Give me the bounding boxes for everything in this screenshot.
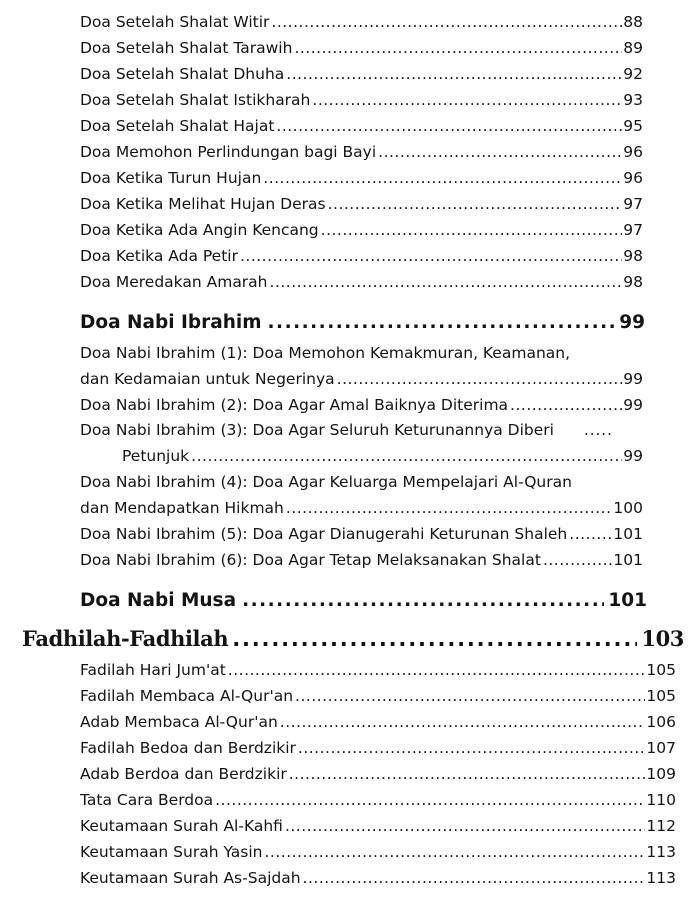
toc-entry-page: 107	[646, 739, 676, 757]
toc-entry[interactable]	[80, 738, 676, 758]
toc-entry-page: 97	[623, 221, 643, 239]
toc-entry-label: Adab Membaca Al-Qur'an	[80, 713, 278, 731]
toc-entry-label: Doa Ketika Turun Hujan	[80, 169, 262, 187]
toc-entry-page: 113	[646, 869, 676, 887]
toc-entry-page: 98	[623, 247, 643, 265]
toc-entry-label: Doa Meredakan Amarah	[80, 273, 268, 291]
dot-leader	[303, 868, 646, 888]
dot-leader	[263, 168, 622, 188]
toc-entry-label: Doa Ketika Melihat Hujan Deras	[80, 195, 326, 213]
toc-entry[interactable]	[80, 142, 643, 162]
toc-entry-label: Fadilah Bedoa dan Berdzikir	[80, 739, 296, 757]
toc-entry[interactable]	[80, 524, 643, 544]
toc-entry-label: Doa Ketika Ada Petir	[80, 247, 238, 265]
toc-entry-page: 100	[613, 499, 643, 517]
toc-entry-label: Doa Setelah Shalat Witir	[80, 13, 270, 31]
toc-entry-page: 109	[646, 765, 676, 783]
toc-entry-label-line1[interactable]: Doa Nabi Ibrahim (4): Doa Agar Keluarga Mempelajari Al-Quran	[80, 473, 572, 491]
toc-entry-label: Doa Memohon Perlindungan bagi Bayi	[80, 143, 377, 161]
toc-section-label: Doa Nabi Ibrahim	[80, 312, 262, 333]
toc-entry-label: Doa Setelah Shalat Tarawih	[80, 39, 293, 57]
dot-leader	[265, 842, 646, 862]
toc-entry-page: 93	[623, 91, 643, 109]
toc-entry[interactable]	[80, 246, 643, 266]
toc-entry-label: Keutamaan Surah Al-Kahfi	[80, 817, 283, 835]
toc-entry-page: 89	[623, 39, 643, 57]
dot-leader	[286, 498, 613, 518]
toc-entry-page: 96	[623, 143, 643, 161]
toc-entry-label: Adab Berdoa dan Berdzikir	[80, 765, 287, 783]
toc-section-page: 99	[619, 312, 645, 333]
toc-entry-label: Fadilah Membaca Al-Qur'an	[80, 687, 294, 705]
dot-leader	[312, 90, 622, 110]
dot-leader	[191, 446, 622, 466]
toc-section-ibrahim[interactable]	[80, 311, 645, 335]
toc-entry-page: 101	[613, 525, 643, 543]
dot-leader	[321, 220, 623, 240]
toc-entry[interactable]	[80, 842, 676, 862]
toc-entry[interactable]	[122, 446, 643, 466]
toc-entry[interactable]	[80, 90, 643, 110]
toc-chapter-fadhilah[interactable]	[22, 626, 684, 652]
toc-entry[interactable]	[80, 272, 643, 292]
toc-entry-page: 88	[623, 13, 643, 31]
toc-section-label: Doa Nabi Musa	[80, 590, 237, 611]
toc-entry-label: Doa Ketika Ada Angin Kencang	[80, 221, 319, 239]
toc-entry[interactable]	[80, 764, 676, 784]
toc-entry-label-line1[interactable]: Doa Nabi Ibrahim (1): Doa Memohon Kemakmuran, Keamanan,	[80, 344, 571, 362]
toc-entry-label-line2: dan Mendapatkan Hikmah	[80, 499, 284, 517]
toc-entry-page: 106	[646, 713, 676, 731]
toc-entry-label-line2: dan Kedamaian untuk Negerinya	[80, 370, 335, 388]
dot-leader	[215, 790, 645, 810]
dot-leader	[294, 38, 622, 58]
toc-entry-page: 110	[646, 791, 676, 809]
dot-leader	[285, 816, 645, 836]
toc-entry-page: 105	[646, 661, 676, 679]
toc-entry[interactable]	[80, 712, 676, 732]
dot-leader	[510, 395, 622, 415]
toc-entry-page: 96	[623, 169, 643, 187]
dot-leader	[228, 660, 646, 680]
toc-entry[interactable]	[80, 12, 643, 32]
toc-section-musa[interactable]	[80, 589, 647, 613]
toc-entry[interactable]	[80, 660, 676, 680]
toc-entry-label: Doa Setelah Shalat Istikharah	[80, 91, 311, 109]
toc-entry[interactable]	[80, 369, 643, 389]
toc-entry-label: Doa Setelah Shalat Dhuha	[80, 65, 285, 83]
toc-entry-label: Keutamaan Surah As-Sajdah	[80, 869, 301, 887]
toc-entry[interactable]	[80, 220, 643, 240]
toc-entry-label-line2: Petunjuk	[122, 447, 190, 465]
toc-entry-page: 112	[646, 817, 676, 835]
toc-entry-page: 97	[623, 195, 643, 213]
dot-leader	[337, 369, 623, 389]
dot-leader	[280, 712, 646, 732]
toc-entry[interactable]	[80, 38, 643, 58]
toc-entry-label: Doa Nabi Ibrahim (2): Doa Agar Amal Baiknya Diterima	[80, 396, 509, 414]
toc-entry-page: 99	[623, 370, 643, 388]
toc-entry-label: Doa Nabi Ibrahim (6): Doa Agar Tetap Melaksanakan Shalat	[80, 551, 541, 569]
dot-leader	[271, 12, 622, 32]
toc-entry[interactable]	[80, 550, 643, 570]
dot-leader	[298, 738, 646, 758]
toc-entry-page: 101	[613, 551, 643, 569]
toc-entry-label: Keutamaan Surah Yasin	[80, 843, 263, 861]
toc-entry[interactable]	[80, 395, 643, 415]
toc-entry-page: 113	[646, 843, 676, 861]
dot-leader	[569, 524, 612, 544]
toc-entry[interactable]	[80, 498, 643, 518]
toc-entry-page: 105	[646, 687, 676, 705]
dot-leader	[378, 142, 622, 162]
toc-entry[interactable]	[80, 790, 676, 810]
toc-entry-page: 95	[623, 117, 643, 135]
toc-entry[interactable]	[80, 64, 643, 84]
dot-leader	[286, 64, 622, 84]
toc-entry[interactable]	[80, 816, 676, 836]
toc-entry-label-line1[interactable]: Doa Nabi Ibrahim (3): Doa Agar Seluruh Keturunannya Diberi	[80, 421, 554, 439]
dot-leader	[328, 194, 623, 214]
dot-leader	[289, 764, 646, 784]
toc-entry-label: Fadilah Hari Jum'at	[80, 661, 226, 679]
toc-entry-page: 92	[623, 65, 643, 83]
dot-leader	[543, 550, 612, 570]
dot-leader	[232, 626, 637, 652]
toc-entry[interactable]	[80, 168, 643, 188]
dot-leader	[268, 311, 616, 335]
toc-chapter-page: 103	[641, 626, 684, 651]
toc-entry-page: 99	[623, 396, 643, 414]
dot-leader	[276, 116, 622, 136]
toc-entry-page: 98	[623, 273, 643, 291]
dot-leader-short: .....	[584, 421, 613, 439]
dot-leader	[240, 246, 622, 266]
dot-leader	[295, 686, 645, 706]
toc-chapter-label: Fadhilah-Fadhilah	[22, 626, 229, 651]
toc-entry[interactable]	[80, 686, 676, 706]
dot-leader	[270, 272, 623, 292]
toc-entry-label: Doa Nabi Ibrahim (5): Doa Agar Dianugerahi Keturunan Shaleh	[80, 525, 568, 543]
toc-entry[interactable]	[80, 116, 643, 136]
toc-entry-page: 99	[623, 447, 643, 465]
toc-section-page: 101	[608, 590, 647, 611]
toc-entry-label: Doa Setelah Shalat Hajat	[80, 117, 275, 135]
toc-entry-label: Tata Cara Berdoa	[80, 791, 214, 809]
dot-leader	[242, 589, 604, 613]
toc-entry[interactable]	[80, 194, 643, 214]
toc-entry[interactable]	[80, 868, 676, 888]
